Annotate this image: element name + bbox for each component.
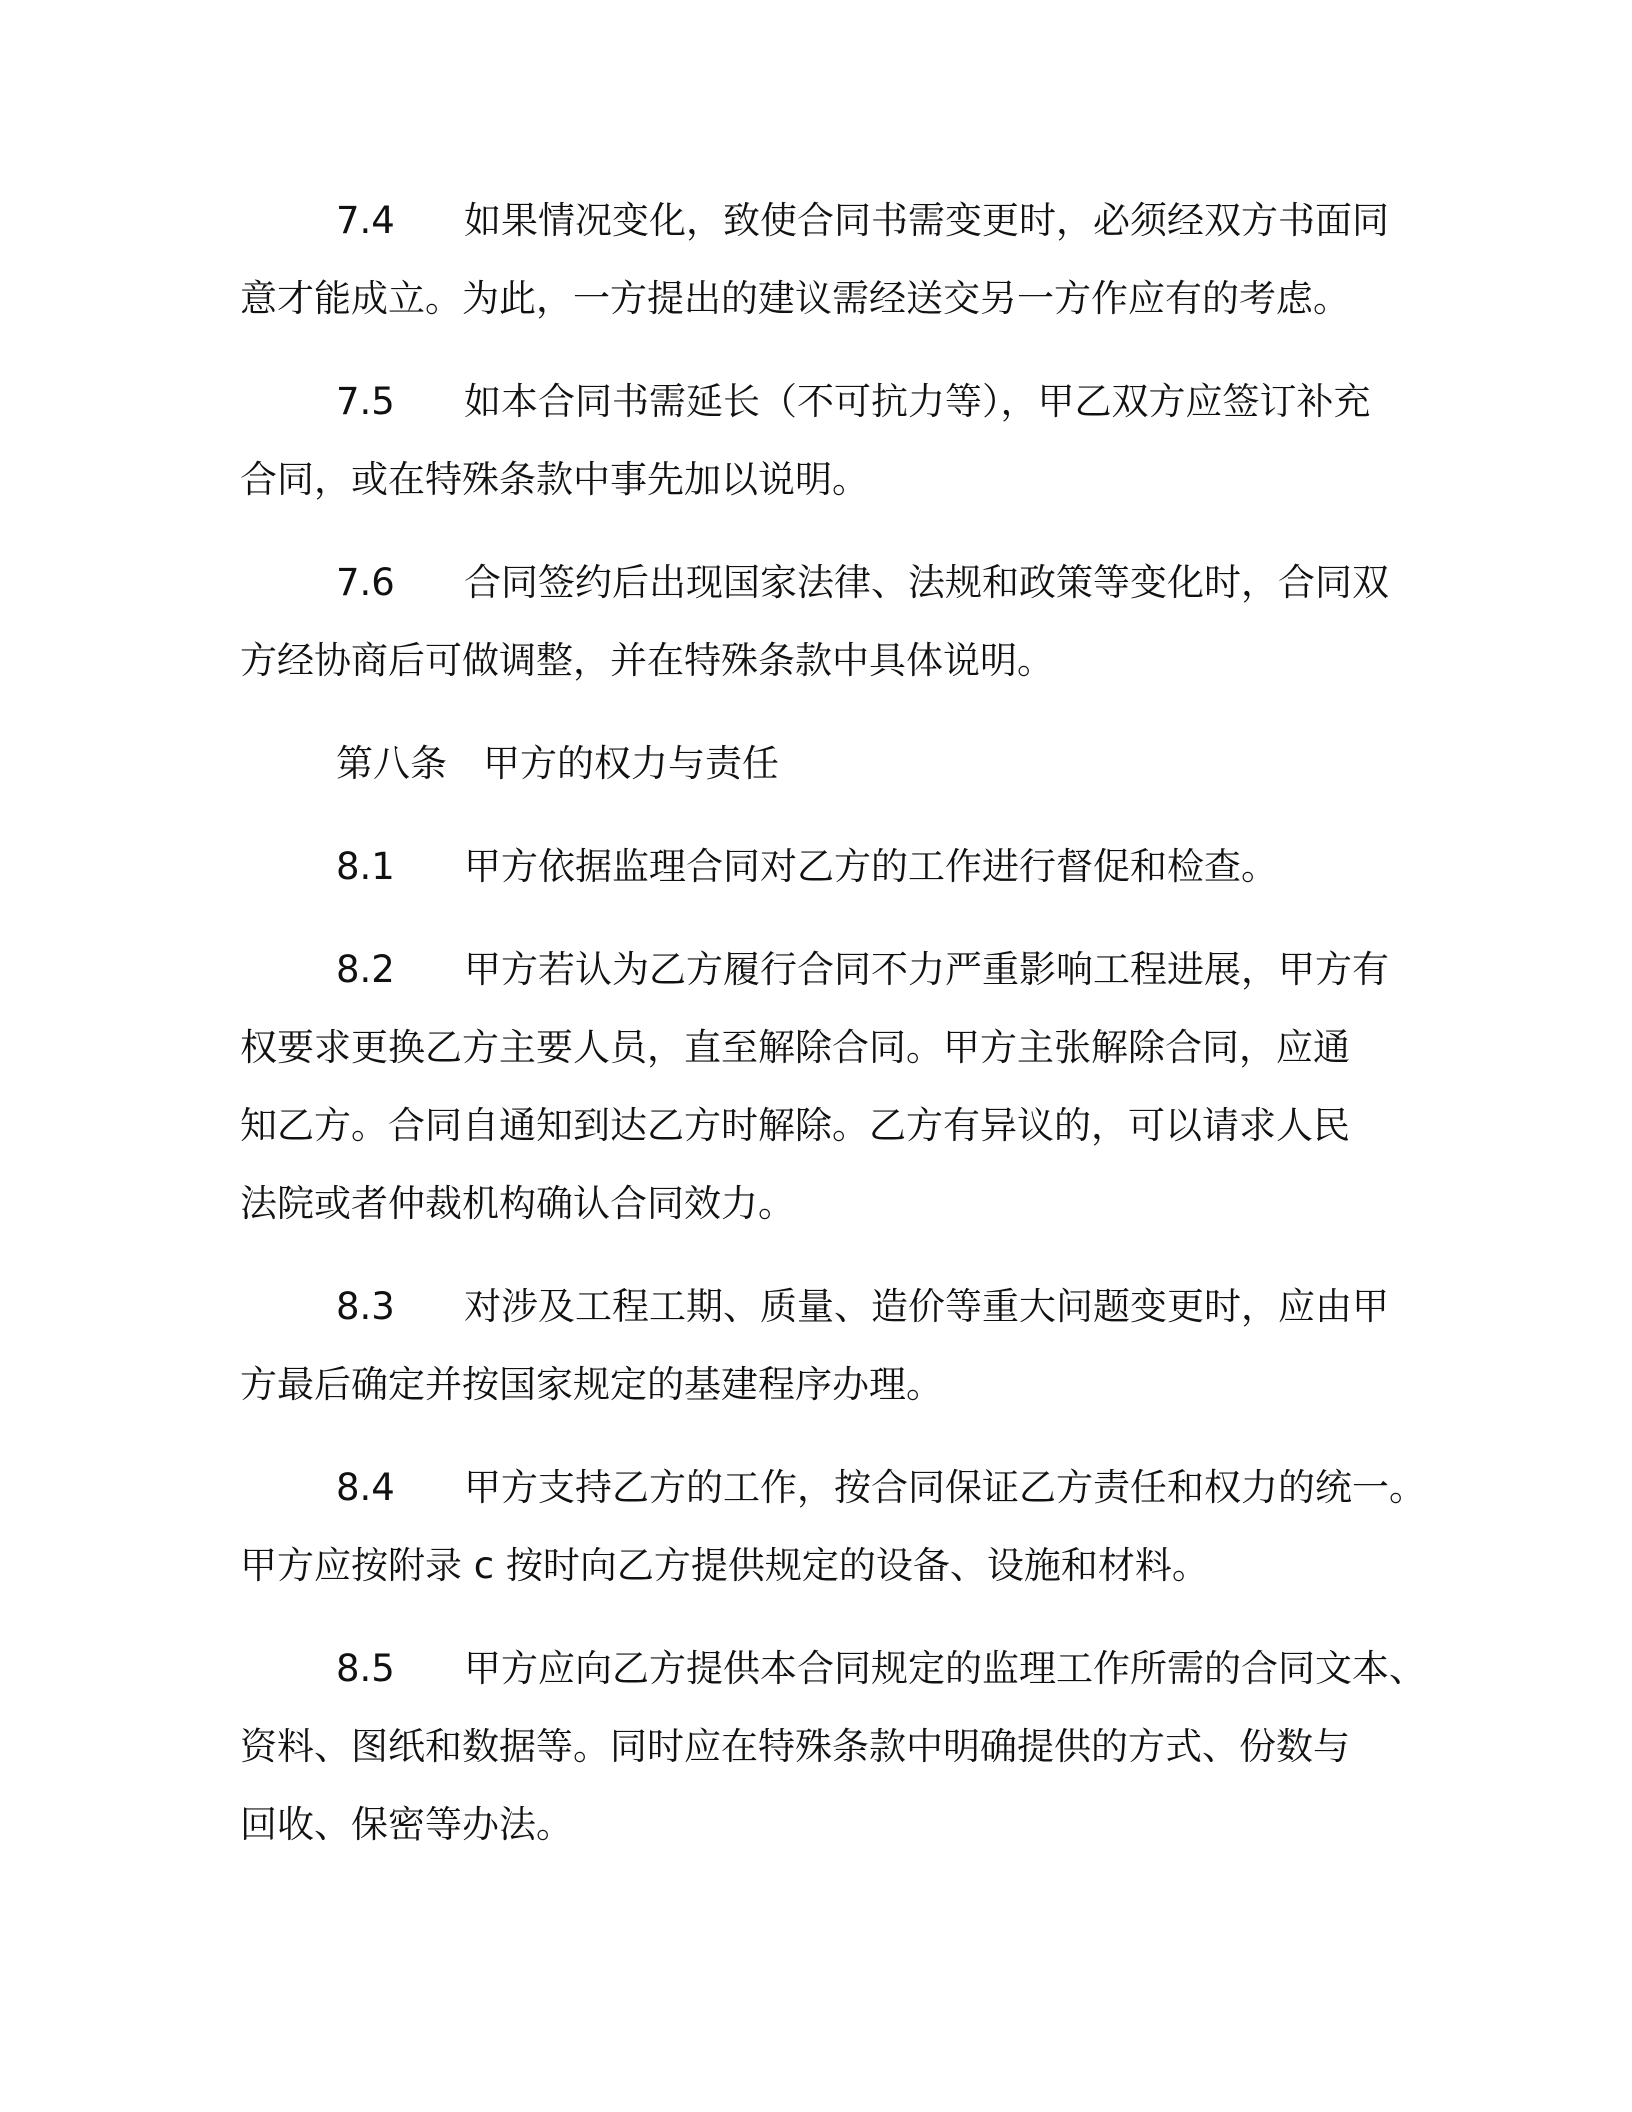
clause-text: 甲方依据监理合同对乙方的工作进行督促和检查。 — [464, 845, 1278, 888]
clause-number: 8.3 — [336, 1285, 395, 1328]
clause-number: 8.1 — [336, 845, 395, 888]
paragraph-first-line — [240, 828, 1380, 906]
paragraph-first-line — [240, 363, 1380, 441]
paragraph-continuation-line: 法院或者仲裁机构确认合同效力。 — [240, 1182, 795, 1225]
paragraph-8-1 — [240, 828, 1380, 906]
paragraph-8-2 — [240, 931, 1389, 1243]
paragraph-8-4 — [240, 1449, 1426, 1605]
paragraph-first-line — [240, 544, 1389, 622]
paragraph-first-line — [240, 931, 1389, 1009]
paragraph-8-3 — [240, 1268, 1389, 1424]
paragraph-first-line — [240, 1630, 1426, 1708]
paragraph-continuation-line: 资料、图纸和数据等。同时应在特殊条款中明确提供的方式、份数与 — [240, 1725, 1350, 1768]
clause-number: 8.5 — [336, 1647, 395, 1690]
paragraph-first-line — [240, 182, 1389, 260]
clause-text: 对涉及工程工期、质量、造价等重大问题变更时，应由甲 — [464, 1285, 1389, 1328]
clause-number: 8.2 — [336, 948, 395, 991]
clause-number: 7.4 — [336, 199, 395, 242]
paragraph-continuation-line: 回收、保密等办法。 — [240, 1803, 573, 1846]
paragraph-continuation-line: 意才能成立。为此，一方提出的建议需经送交另一方作应有的考虑。 — [240, 277, 1350, 320]
paragraph-continuation-line: 甲方应按附录 c 按时向乙方提供规定的设备、设施和材料。 — [240, 1544, 1209, 1587]
paragraph-7-6 — [240, 544, 1389, 700]
paragraph-7-5 — [240, 363, 1380, 519]
paragraph-continuation-line: 方最后确定并按国家规定的基建程序办理。 — [240, 1363, 943, 1406]
clause-number: 第八条 — [336, 742, 447, 785]
paragraph-8-5 — [240, 1630, 1426, 1864]
clause-number: 8.4 — [336, 1466, 395, 1509]
paragraph-continuation-line: 权要求更换乙方主要人员，直至解除合同。甲方主张解除合同，应通 — [240, 1026, 1350, 1069]
clause-text: 甲方应向乙方提供本合同规定的监理工作所需的合同文本、 — [464, 1647, 1426, 1690]
clause-text: 甲方若认为乙方履行合同不力严重影响工程进展，甲方有 — [464, 948, 1389, 991]
clause-text: 如本合同书需延长（不可抗力等），甲乙双方应签订补充 — [464, 380, 1371, 423]
paragraph-first-line — [240, 1449, 1426, 1527]
clause-text: 如果情况变化，致使合同书需变更时，必须经双方书面同 — [464, 199, 1389, 242]
paragraph-first-line — [240, 1268, 1389, 1346]
clause-number: 7.5 — [336, 380, 395, 423]
paragraph-7-4 — [240, 182, 1389, 338]
paragraph-article-8 — [240, 725, 1380, 803]
clause-text: 合同签约后出现国家法律、法规和政策等变化时，合同双 — [464, 561, 1389, 604]
paragraph-continuation-line: 合同，或在特殊条款中事先加以说明。 — [240, 458, 869, 501]
paragraph-first-line — [240, 725, 1380, 803]
clause-text: 甲方的权力与责任 — [483, 742, 779, 785]
document-page — [240, 182, 1426, 2062]
paragraph-continuation-line: 方经协商后可做调整，并在特殊条款中具体说明。 — [240, 639, 1054, 682]
clause-number: 7.6 — [336, 561, 395, 604]
clause-text: 甲方支持乙方的工作，按合同保证乙方责任和权力的统一。 — [464, 1466, 1426, 1509]
paragraph-continuation-line: 知乙方。合同自通知到达乙方时解除。乙方有异议的，可以请求人民 — [240, 1104, 1350, 1147]
